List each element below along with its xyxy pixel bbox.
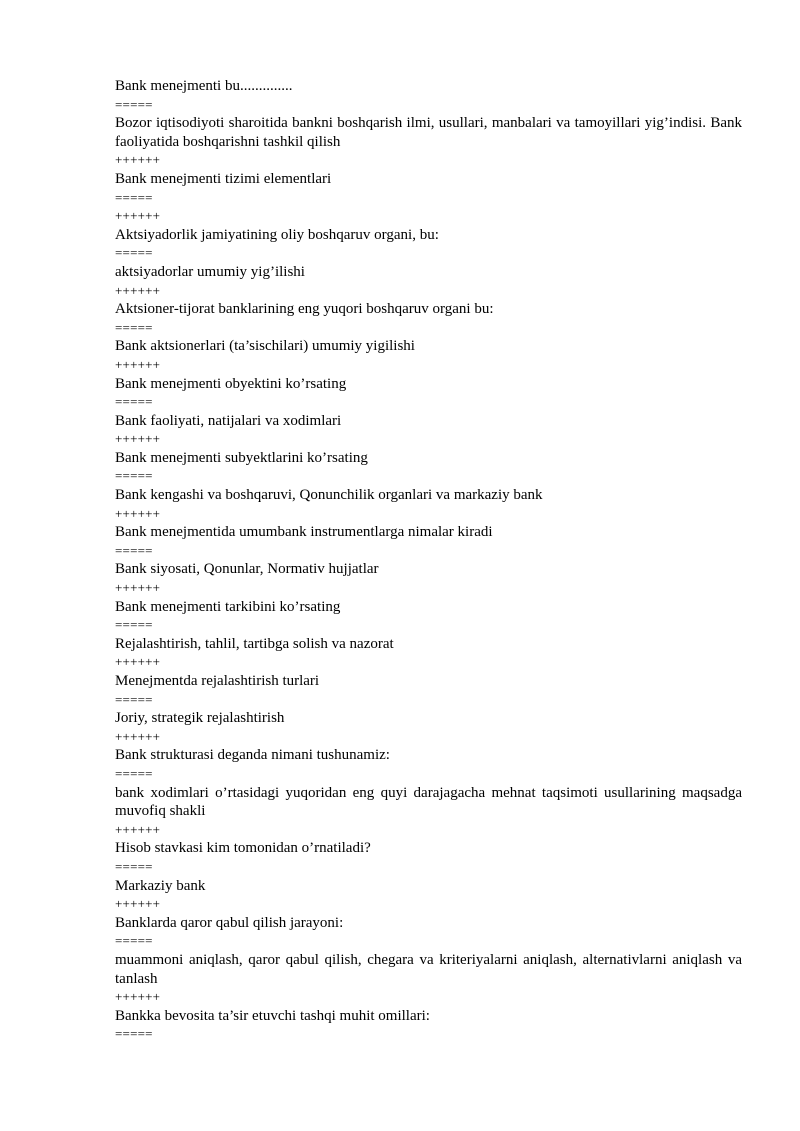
question-text: Aktsiyadorlik jamiyatining oliy boshqaruv organi, bu: bbox=[115, 226, 439, 243]
question-text: Bank menejmenti obyektini ko’rsating bbox=[115, 375, 347, 392]
separator-equals: ===== bbox=[115, 542, 153, 558]
separator-plus: ++++++ bbox=[115, 896, 161, 912]
question-text: Bank menejmenti bu.............. bbox=[115, 78, 293, 94]
document-body bbox=[115, 77, 742, 1044]
question-text: Aktsioner-tijorat banklarining eng yuqori boshqaruv organi bu: bbox=[115, 301, 494, 318]
question-text: Banklarda qaror qabul qilish jarayoni: bbox=[115, 914, 344, 931]
separator-equals: ===== bbox=[115, 858, 153, 874]
question-text: Hisob stavkasi kim tomonidan o’rnatiladi? bbox=[115, 840, 371, 857]
separator-plus: ++++++ bbox=[115, 505, 161, 521]
answer-text: aktsiyadorlar umumiy yig’ilishi bbox=[115, 263, 305, 280]
separator-plus: ++++++ bbox=[115, 989, 161, 1005]
question-text: Menejmentda rejalashtirish turlari bbox=[115, 673, 320, 689]
answer-text: Rejalashtirish, tahlil, tartibga solish va nazorat bbox=[115, 635, 394, 652]
question-text: Bank menejmenti tizimi elementlari bbox=[115, 170, 332, 187]
separator-equals: ===== bbox=[115, 691, 153, 707]
answer-text: Bank siyosati, Qonunlar, Normativ hujjatlar bbox=[115, 561, 379, 578]
answer-text: bank xodimlari o’rtasidagi yuqoridan eng quyi darajagacha mehnat taqsimoti usullarining maqsadga muvofiq shakli bbox=[115, 784, 742, 820]
separator-equals: ===== bbox=[115, 189, 153, 205]
separator-plus: ++++++ bbox=[115, 356, 161, 372]
question-text: Bankka bevosita ta’sir etuvchi tashqi muhit omillari: bbox=[115, 1007, 430, 1024]
separator-equals: ===== bbox=[115, 765, 153, 781]
question-text: Bank menejmentida umumbank instrumentlarga nimalar kiradi bbox=[115, 524, 493, 541]
question-text: Bank menejmenti subyektlarini ko’rsating bbox=[115, 449, 368, 466]
separator-equals: ===== bbox=[115, 96, 153, 112]
answer-text: Joriy, strategik rejalashtirish bbox=[115, 710, 285, 727]
answer-text: muammoni aniqlash, qaror qabul qilish, chegara va kriteriyalarni aniqlash, alternativlarni aniqlash va tanlash bbox=[115, 951, 742, 987]
question-text: Bank strukturasi deganda nimani tushunamiz: bbox=[115, 747, 390, 764]
separator-plus: ++++++ bbox=[115, 821, 161, 837]
question-text: Bank menejmenti tarkibini ko’rsating bbox=[115, 598, 341, 615]
separator-equals: ===== bbox=[115, 319, 153, 335]
separator-plus: ++++++ bbox=[115, 654, 161, 670]
answer-text: Bank faoliyati, natijalari va xodimlari bbox=[115, 412, 342, 429]
separator-equals: ===== bbox=[115, 617, 153, 633]
answer-text: Bozor iqtisodiyoti sharoitida bankni boshqarish ilmi, usullari, manbalari va tamoyillari yig’indisi. Bank faoliyatida boshqarishni tashkil qilish bbox=[115, 115, 742, 150]
answer-text: Markaziy bank bbox=[115, 877, 206, 894]
separator-plus: ++++++ bbox=[115, 728, 161, 744]
separator-equals: ===== bbox=[115, 468, 153, 484]
separator-plus: ++++++ bbox=[115, 208, 161, 224]
separator-plus: ++++++ bbox=[115, 152, 161, 168]
separator-equals: ===== bbox=[115, 1026, 153, 1042]
separator-equals: ===== bbox=[115, 394, 153, 410]
separator-equals: ===== bbox=[115, 933, 153, 949]
answer-text: Bank aktsionerlari (ta’sischilari) umumiy yigilishi bbox=[115, 338, 415, 355]
separator-plus: ++++++ bbox=[115, 282, 161, 298]
answer-text: Bank kengashi va boshqaruvi, Qonunchilik organlari va markaziy bank bbox=[115, 487, 543, 504]
separator-plus: ++++++ bbox=[115, 580, 161, 596]
separator-plus: ++++++ bbox=[115, 431, 161, 447]
separator-equals: ===== bbox=[115, 245, 153, 261]
